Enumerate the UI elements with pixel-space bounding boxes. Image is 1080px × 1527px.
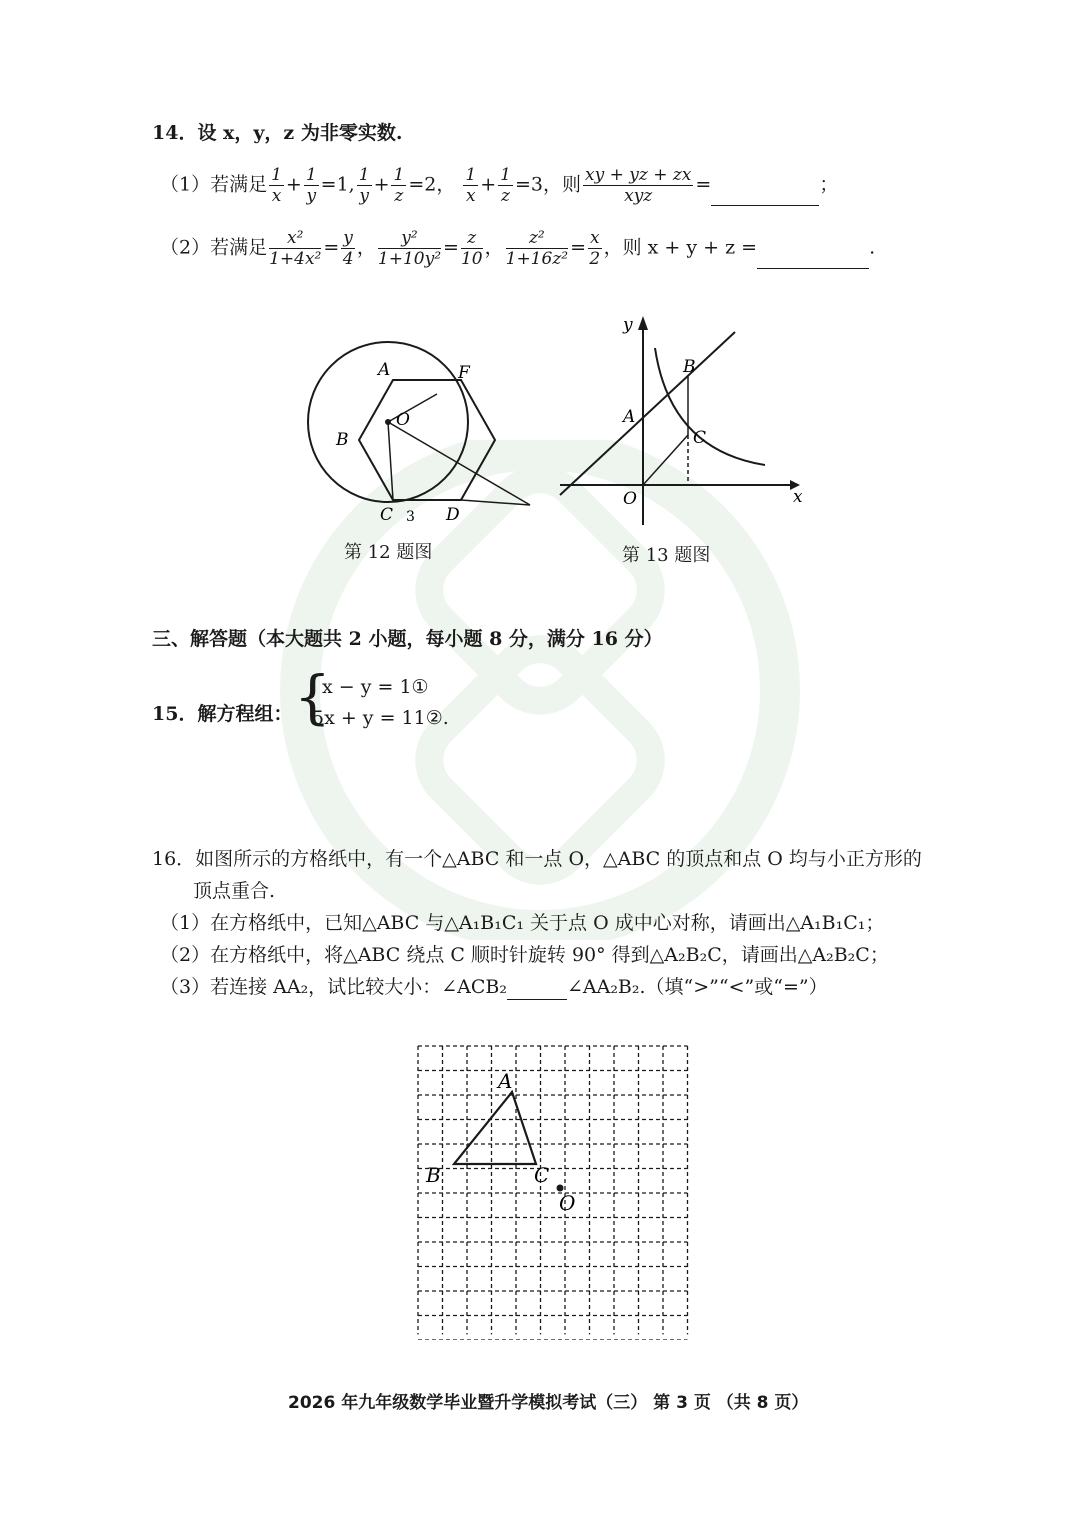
page-footer: 2026 年九年级数学毕业暨升学模拟考试（三） 第 3 页 （共 8 页） <box>288 1393 809 1413</box>
frac-answer: $\frac{xy + yz + zx}{\text{xyz}}$ <box>584 165 692 206</box>
fig12-label-O: O <box>396 410 410 430</box>
q14-part1 <box>160 165 838 206</box>
frac-1-z-b: $\frac{1}{z}$ <box>500 165 511 206</box>
fig12-label-F: F <box>458 363 470 383</box>
q14-part2 <box>160 228 875 269</box>
q16-part2: （2）在方格纸中，将△ABC 绕点 C 顺时针旋转 90° 得到△A₂B₂C，请画出△A₂B₂C； <box>160 944 889 966</box>
fig13-label-O: O <box>623 489 637 509</box>
sep: ， <box>484 236 504 259</box>
frac-y2: $\frac{\text{y²}}{\text{1+10y²}}$ <box>377 228 442 269</box>
figure-13 <box>555 310 810 535</box>
q16-part3 <box>160 974 828 1000</box>
fig13-label-B: B <box>683 357 696 377</box>
eq-1: =1, <box>320 173 355 196</box>
fig13-label-x: x <box>793 487 803 507</box>
q14-title: 14．设 x，y，z 为非零实数. <box>152 122 403 144</box>
sep: ， <box>356 236 376 259</box>
fig12-label-B: B <box>336 430 349 450</box>
frac-z2: $\frac{\text{z²}}{\text{1+16z²}}$ <box>505 228 569 269</box>
grid-label-O: O <box>559 1191 576 1215</box>
q15-label: 15．解方程组： <box>152 703 293 725</box>
fig13-label-y: y <box>623 315 633 335</box>
section3-title: 三、解答题（本大题共 2 小题，每小题 8 分，满分 16 分） <box>152 628 663 650</box>
fig12-label-D: D <box>446 505 460 525</box>
frac-1-y-b: $\frac{1}{y}$ <box>358 165 370 206</box>
eq: = <box>570 236 587 259</box>
q14-p1-label: （1）若满足 <box>160 173 268 196</box>
q15-eq2: 5x + y = 11②. <box>312 707 449 729</box>
q16-line2: 顶点重合. <box>193 880 276 902</box>
frac-x2: $\frac{\text{x²}}{\text{1+4x²}}$ <box>269 228 322 269</box>
grid-label-C: C <box>534 1163 550 1187</box>
q15-eq1: x − y = 1① <box>322 676 429 698</box>
frac-1-z: $\frac{1}{z}$ <box>393 165 405 206</box>
then: ，则 x + y + z = <box>603 236 758 259</box>
plus: + <box>373 173 390 196</box>
frac-z10: $\frac{z}{10}$ <box>460 228 483 269</box>
grid-label-B: B <box>426 1163 441 1187</box>
frac-y4: $\frac{y}{4}$ <box>342 228 354 269</box>
q16-part3-b: ∠AA₂B₂.（填“>”“<”或“=”） <box>566 976 828 998</box>
then: 则 <box>561 173 581 196</box>
fig12-label-C: C <box>380 505 394 525</box>
figure-12 <box>300 330 540 530</box>
plus: + <box>285 173 302 196</box>
eq-3: =3， <box>514 173 562 196</box>
grid-figure <box>412 1040 707 1340</box>
fig12-label-A: A <box>378 360 391 380</box>
eq-2: =2， <box>408 173 456 196</box>
fig13-label-A: A <box>623 407 636 427</box>
eq: = <box>323 236 340 259</box>
q16-part1: （1）在方格纸中，已知△ABC 与△A₁B₁C₁ 关于点 O 成中心对称，请画出△A₁B₁C₁； <box>160 912 885 934</box>
answer-blank-16-3[interactable] <box>507 977 567 1000</box>
eq-end: = <box>695 173 712 196</box>
q16-line1: 16．如图所示的方格纸中，有一个△ABC 和一点 O，△ABC 的顶点和点 O 均与小正方形的 <box>152 848 922 870</box>
tail: . <box>869 236 876 259</box>
eq: = <box>443 236 459 259</box>
tail: ； <box>819 173 839 196</box>
frac-1-y: $\frac{1}{y}$ <box>305 165 317 206</box>
answer-blank-14-2[interactable] <box>757 246 869 269</box>
frac-x2-right: $\frac{x}{2}$ <box>589 228 601 269</box>
system-brace: { <box>294 663 331 731</box>
fig13-caption: 第 13 题图 <box>622 545 711 566</box>
frac-1-x: $\frac{1}{x}$ <box>271 165 282 206</box>
answer-blank-14-1[interactable] <box>711 183 819 206</box>
plus: + <box>480 173 497 196</box>
grid-label-A: A <box>498 1069 513 1093</box>
fig13-label-C: C <box>693 428 707 448</box>
fig12-label-3: 3 <box>406 509 415 525</box>
frac-1-x-b: $\frac{1}{x}$ <box>465 165 477 206</box>
fig12-caption: 第 12 题图 <box>344 542 433 563</box>
triangle-abc <box>454 1092 536 1164</box>
q14-p2-label: （2）若满足 <box>160 236 268 259</box>
q16-part3-a: （3）若连接 AA₂，试比较大小：∠ACB₂ <box>160 976 507 998</box>
